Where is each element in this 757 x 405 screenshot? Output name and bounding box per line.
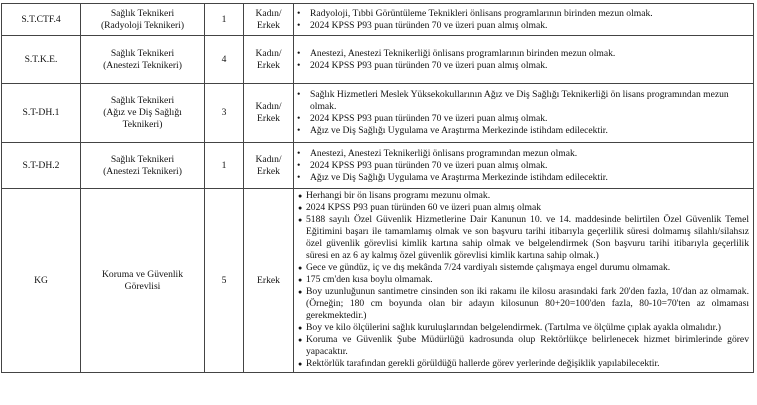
- position-title: [81, 4, 205, 36]
- position-count: 1: [205, 4, 244, 36]
- requirements-list: [294, 89, 753, 137]
- requirement-item: ● Boy ve kilo ölçülerini sağlık kuruluşlarından belgelendirmek. (Tartılma ve ölçülme çıplak ayakla olmalıdır.): [300, 322, 749, 334]
- position-count: 3: [205, 84, 244, 143]
- position-gender: [244, 36, 294, 84]
- gender-line: Kadın/: [255, 47, 282, 59]
- requirement-item: ● Herhangi bir ön lisans programı mezunu olmak.: [300, 190, 749, 202]
- title-line: Sağlık Teknikeri: [110, 7, 175, 19]
- position-count: 1: [205, 143, 244, 189]
- position-count: 4: [205, 36, 244, 84]
- position-count: 5: [205, 189, 244, 373]
- table-row: [2, 4, 754, 36]
- requirement-item: • 2024 KPSS P93 puan türünden 70 ve üzeri puan almış olmak.: [294, 160, 753, 172]
- title-line: Koruma ve Güvenlik: [102, 268, 183, 280]
- requirement-item: • Radyoloji, Tıbbi Görüntüleme Teknikleri önlisans programlarının birinden mezun olmak.: [294, 8, 753, 20]
- position-code: S.T-DH.2: [2, 143, 81, 189]
- requirement-item: ● Gece ve gündüz, iç ve dış mekânda 7/24 vardiyalı sistemde çalışmaya engel durumu olmamak.: [300, 262, 749, 274]
- gender-line: Kadın/: [255, 7, 282, 19]
- title-line: Sağlık Teknikeri: [110, 95, 175, 106]
- gender-line: Kadın/: [255, 153, 282, 165]
- title-line: Sağlık Teknikeri: [110, 47, 175, 59]
- requirements-cell: [294, 4, 754, 36]
- requirement-item: • 2024 KPSS P93 puan türünden 70 ve üzeri puan almış olmak.: [294, 113, 753, 125]
- requirements-cell: [294, 143, 754, 189]
- table-row: [2, 84, 754, 143]
- position-title: [81, 84, 205, 143]
- title-line: (Ağız ve Diş Sağlığı: [103, 107, 182, 118]
- position-code: S.T-DH.1: [2, 84, 81, 143]
- gender-line: Erkek: [257, 113, 280, 124]
- requirements-list: [300, 190, 749, 370]
- requirement-item: • Anestezi, Anestezi Teknikerliği önlisans programından mezun olmak.: [294, 148, 753, 160]
- position-code: KG: [2, 189, 81, 373]
- title-line: (Anestezi Teknikeri): [103, 165, 182, 177]
- position-code: S.T.CTF.4: [2, 4, 81, 36]
- position-code: S.T.K.E.: [2, 36, 81, 84]
- title-line: Görevlisi: [124, 280, 161, 292]
- requirement-item: • 2024 KPSS P93 puan türünden 70 ve üzeri puan almış olmak.: [294, 20, 753, 32]
- position-requirements-table: [1, 3, 754, 373]
- position-gender: [244, 84, 294, 143]
- gender-line: Erkek: [257, 165, 280, 177]
- table-row: [2, 189, 754, 373]
- requirement-item: ● 175 cm'den kısa boylu olmamak.: [300, 274, 749, 286]
- requirement-item: • Ağız ve Diş Sağlığı Uygulama ve Araştırma Merkezinde istihdam edilecektir.: [294, 125, 753, 137]
- requirement-item: ● Rektörlük tarafından gerekli görüldüğü hallerde görev yerlerinde değişiklik yapılabilecektir.: [300, 358, 749, 370]
- requirements-list: [294, 148, 753, 184]
- position-gender: [244, 143, 294, 189]
- requirement-item: ● 5188 sayılı Özel Güvenlik Hizmetlerine Dair Kanunun 10. ve 14. maddesinde belirtilen Özel Güvenlik Temel Eğitimini başarı ile tamamlamış olmak ve son başvuru tarihi itibarıyla geçerlilik süresi dolmamış silahlı/silahsız özel güvenlik görevlisi kimlik kartına sahip olmak ve belgelendirmek (Son başvuru tarihi itibarıyla geçerlilik süresi en az 6 ay kalmış özel güvenlik görevlisi kimlik kartına sahip olmak.): [300, 214, 749, 262]
- requirements-cell: [294, 189, 754, 373]
- position-title: [81, 36, 205, 84]
- position-gender: Erkek: [244, 189, 294, 373]
- requirements-list: [294, 8, 753, 32]
- gender-line: Kadın/: [255, 101, 282, 112]
- gender-line: Erkek: [257, 59, 280, 71]
- requirements-cell: [294, 84, 754, 143]
- requirements-list: [294, 48, 753, 72]
- position-title: [81, 189, 205, 373]
- requirement-item: • Ağız ve Diş Sağlığı Uygulama ve Araştırma Merkezinde istihdam edilecektir.: [294, 172, 753, 184]
- requirement-item: • 2024 KPSS P93 puan türünden 70 ve üzeri puan almış olmak.: [294, 60, 753, 72]
- title-line: (Anestezi Teknikeri): [103, 59, 182, 71]
- requirement-item: • Anestezi, Anestezi Teknikerliği önlisans programlarının birinden mezun olmak.: [294, 48, 753, 60]
- gender-line: Erkek: [257, 19, 280, 31]
- position-gender: [244, 4, 294, 36]
- requirement-item: ● 2024 KPSS P93 puan türünden 60 ve üzeri puan almış olmak: [300, 202, 749, 214]
- table-row: [2, 36, 754, 84]
- requirement-item: ● Koruma ve Güvenlik Şube Müdürlüğü kadrosunda olup Rektörlükçe belirlenecek hizmet birimlerinde görev yapacaktır.: [300, 334, 749, 358]
- requirement-item: ● Boy uzunluğunun santimetre cinsinden son iki rakamı ile kilosu arasındaki fark 20'den fazla, 10'dan az olmamak. (Örneğin; 180 cm boyunda olan bir adayın kilosunun 80+20=100'den fazla, 80-10=70'ten az olmaması gerekmektedir.): [300, 286, 749, 322]
- requirements-cell: [294, 36, 754, 84]
- title-line: Sağlık Teknikeri: [110, 153, 175, 165]
- table-row: [2, 143, 754, 189]
- requirement-item: • Sağlık Hizmetleri Meslek Yüksekokullarının Ağız ve Diş Sağlığı Teknikerliği ön lisans programından mezun olmak.: [294, 89, 753, 113]
- title-line: (Radyoloji Teknikeri): [100, 19, 185, 31]
- title-line: Teknikeri): [122, 119, 163, 130]
- position-title: [81, 143, 205, 189]
